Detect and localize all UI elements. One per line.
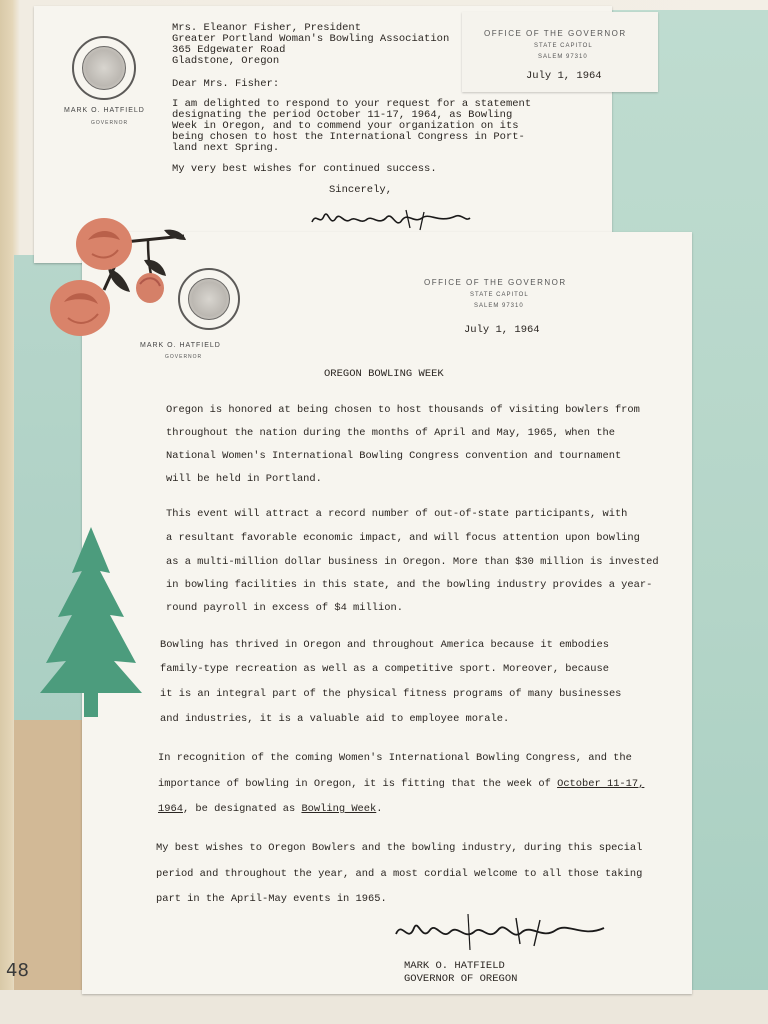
letter-governor-name: MARK O. HATFIELD bbox=[64, 107, 145, 114]
letter-address-line: Mrs. Eleanor Fisher, President bbox=[172, 22, 362, 34]
p4-text: . bbox=[376, 803, 383, 815]
p3-line: and industries, it is a valuable aid to employee morale. bbox=[160, 713, 510, 725]
letter-city: SALEM 97310 bbox=[538, 54, 588, 60]
p5-line: part in the April-May events in 1965. bbox=[156, 893, 387, 905]
p2-line: round payroll in excess of $4 million. bbox=[166, 602, 403, 614]
evergreen-tree-icon bbox=[40, 525, 142, 720]
proclamation-title: OREGON BOWLING WEEK bbox=[324, 368, 444, 380]
letter-date: July 1, 1964 bbox=[526, 70, 602, 82]
p3-line: it is an integral part of the physical fitness programs of many businesses bbox=[160, 688, 622, 700]
p4-text: , be designated as bbox=[182, 803, 302, 815]
letter-address-line: Greater Portland Woman's Bowling Association bbox=[172, 33, 450, 45]
letter-governor-title: GOVERNOR bbox=[91, 120, 129, 126]
letter-office-header bbox=[462, 12, 658, 92]
p5-line: My best wishes to Oregon Bowlers and the bowling industry, during this special bbox=[156, 842, 643, 854]
p2-line: as a multi-million dollar business in Oregon. More than $30 million is invested bbox=[166, 556, 659, 568]
proclamation-governor-name: MARK O. HATFIELD bbox=[140, 342, 221, 349]
letter-office-title: OFFICE OF THE GOVERNOR bbox=[484, 29, 627, 38]
proclamation-governor-title: GOVERNOR bbox=[165, 354, 203, 360]
p1-line: throughout the nation during the months of April and May, 1965, when the bbox=[166, 427, 615, 439]
p5-line: period and throughout the year, and a most cordial welcome to all those taking bbox=[156, 868, 643, 880]
p1-line: National Women's International Bowling Congress convention and tournament bbox=[166, 450, 622, 462]
proclamation-capitol: STATE CAPITOL bbox=[470, 292, 529, 298]
letter-closing: Sincerely, bbox=[329, 184, 393, 196]
p3-line: Bowling has thrived in Oregon and throughout America because it embodies bbox=[160, 639, 609, 651]
p3-line: family-type recreation as well as a competitive sport. Moreover, because bbox=[160, 663, 609, 675]
p1-line: will be held in Portland. bbox=[166, 473, 322, 485]
page-number: 48 bbox=[6, 960, 29, 981]
letter-wishes: My very best wishes for continued success. bbox=[172, 163, 437, 175]
bottom-strip bbox=[0, 990, 768, 1024]
p4-underlined-dates: October 11-17, bbox=[557, 778, 645, 790]
letter-body-line: Week in Oregon, and to commend your organization on its bbox=[172, 120, 519, 132]
letter-body-line: designating the period October 11-17, 1964, as Bowling bbox=[172, 109, 513, 121]
p4-line bbox=[158, 803, 383, 815]
p2-line: a resultant favorable economic impact, and will focus attention upon bowling bbox=[166, 532, 640, 544]
letter-salutation: Dear Mrs. Fisher: bbox=[172, 78, 280, 90]
p4-line bbox=[158, 778, 644, 790]
proclamation-city: SALEM 97310 bbox=[474, 303, 524, 309]
p1-line: Oregon is honored at being chosen to host thousands of visiting bowlers from bbox=[166, 404, 640, 416]
state-seal-icon bbox=[72, 36, 136, 100]
rose-decoration-icon bbox=[44, 210, 194, 350]
p4-underlined-bowling-week: Bowling Week bbox=[301, 803, 377, 815]
governor-signature-icon bbox=[392, 910, 612, 960]
p4-line: In recognition of the coming Women's International Bowling Congress, and the bbox=[158, 752, 632, 764]
p2-line: This event will attract a record number of out-of-state participants, with bbox=[166, 508, 628, 520]
proclamation-signer-title: GOVERNOR OF OREGON bbox=[404, 973, 518, 985]
letter-address-line: 365 Edgewater Road bbox=[172, 44, 286, 56]
letter-body-line: land next Spring. bbox=[172, 142, 280, 154]
letter-capitol: STATE CAPITOL bbox=[534, 43, 593, 49]
p2-line: in bowling facilities in this state, and the bowling industry provides a year- bbox=[166, 579, 653, 591]
p4-underlined-year: 1964 bbox=[158, 803, 183, 815]
proclamation-office-title: OFFICE OF THE GOVERNOR bbox=[424, 278, 567, 287]
letter-body-line: I am delighted to respond to your request for a statement bbox=[172, 98, 532, 110]
letter-address-line: Gladstone, Oregon bbox=[172, 55, 280, 67]
proclamation-signer-name: MARK O. HATFIELD bbox=[404, 960, 505, 972]
letter-body-line: being chosen to host the International Congress in Port- bbox=[172, 131, 525, 143]
p4-text: importance of bowling in Oregon, it is fitting that the week of bbox=[158, 778, 558, 790]
proclamation-date: July 1, 1964 bbox=[464, 324, 540, 336]
